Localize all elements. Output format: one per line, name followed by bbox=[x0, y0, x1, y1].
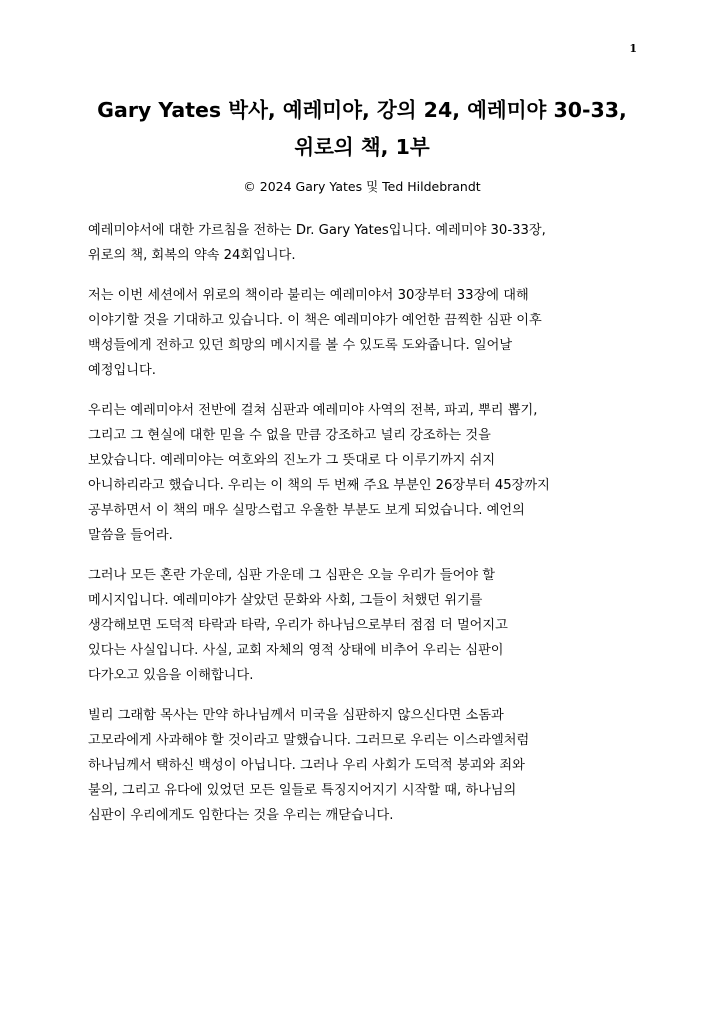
paragraph-3 bbox=[88, 398, 648, 548]
paragraph-5 bbox=[88, 703, 648, 828]
paragraph-4 bbox=[88, 563, 648, 688]
document-title bbox=[60, 92, 664, 166]
paragraph-2 bbox=[88, 283, 648, 383]
title-line-1: Gary Yates 박사, 예레미야, 강의 24, 예레미야 30-33, bbox=[97, 98, 627, 122]
paragraph-line: 말씀을 들어라. bbox=[88, 528, 173, 543]
paragraph-line: 아니하리라고 했습니다. 우리는 이 책의 두 번째 주요 부분인 26장부터 45장까지 bbox=[88, 478, 550, 493]
paragraph-line: 예정입니다. bbox=[88, 363, 156, 378]
paragraph-line: 있다는 사실입니다. 사실, 교회 자체의 영적 상태에 비추어 우리는 심판이 bbox=[88, 643, 504, 658]
paragraph-1 bbox=[88, 218, 648, 268]
paragraph-line: 메시지입니다. 예레미야가 살았던 문화와 사회, 그들이 처했던 위기를 bbox=[88, 593, 483, 608]
paragraph-line: 생각해보면 도덕적 타락과 타락, 우리가 하나님으로부터 점점 더 멀어지고 bbox=[88, 618, 508, 633]
paragraph-line: 이야기할 것을 기대하고 있습니다. 이 책은 예레미야가 예언한 끔찍한 심판 이후 bbox=[88, 313, 542, 328]
paragraph-line: 그러나 모든 혼란 가운데, 심판 가운데 그 심판은 오늘 우리가 들어야 할 bbox=[88, 568, 495, 583]
paragraph-line: 위로의 책, 회복의 약속 24회입니다. bbox=[88, 248, 296, 263]
paragraph-line: 그리고 그 현실에 대한 믿을 수 없을 만큼 강조하고 널리 강조하는 것을 bbox=[88, 428, 491, 443]
copyright-notice: © 2024 Gary Yates 및 Ted Hildebrandt bbox=[243, 179, 481, 194]
page-number: 1 bbox=[629, 42, 637, 55]
document-body bbox=[88, 218, 648, 843]
paragraph-line: 예레미야서에 대한 가르침을 전하는 Dr. Gary Yates입니다. 예레미야 30-33장, bbox=[88, 223, 546, 238]
paragraph-line: 다가오고 있음을 이해합니다. bbox=[88, 668, 254, 683]
paragraph-line: 하나님께서 택하신 백성이 아닙니다. 그러나 우리 사회가 도덕적 붕괴와 죄와 bbox=[88, 758, 525, 773]
paragraph-line: 우리는 예레미야서 전반에 걸쳐 심판과 예레미야 사역의 전복, 파괴, 뿌리 뽑기, bbox=[88, 403, 538, 418]
paragraph-line: 보았습니다. 예레미야는 여호와의 진노가 그 뜻대로 다 이루기까지 쉬지 bbox=[88, 453, 496, 468]
paragraph-line: 심판이 우리에게도 임한다는 것을 우리는 깨닫습니다. bbox=[88, 808, 394, 823]
title-line-2: 위로의 책, 1부 bbox=[294, 135, 430, 159]
paragraph-line: 불의, 그리고 유다에 있었던 모든 일들로 특징지어지기 시작할 때, 하나님의 bbox=[88, 783, 517, 798]
paragraph-line: 고모라에게 사과해야 할 것이라고 말했습니다. 그러므로 우리는 이스라엘처럼 bbox=[88, 733, 530, 748]
paragraph-line: 백성들에게 전하고 있던 희망의 메시지를 볼 수 있도록 도와줍니다. 일어날 bbox=[88, 338, 513, 353]
paragraph-line: 공부하면서 이 책의 매우 실망스럽고 우울한 부분도 보게 되었습니다. 예언의 bbox=[88, 503, 525, 518]
paragraph-line: 저는 이번 세션에서 위로의 책이라 불리는 예레미야서 30장부터 33장에 대해 bbox=[88, 288, 529, 303]
paragraph-line: 빌리 그래함 목사는 만약 하나님께서 미국을 심판하지 않으신다면 소돔과 bbox=[88, 708, 504, 723]
